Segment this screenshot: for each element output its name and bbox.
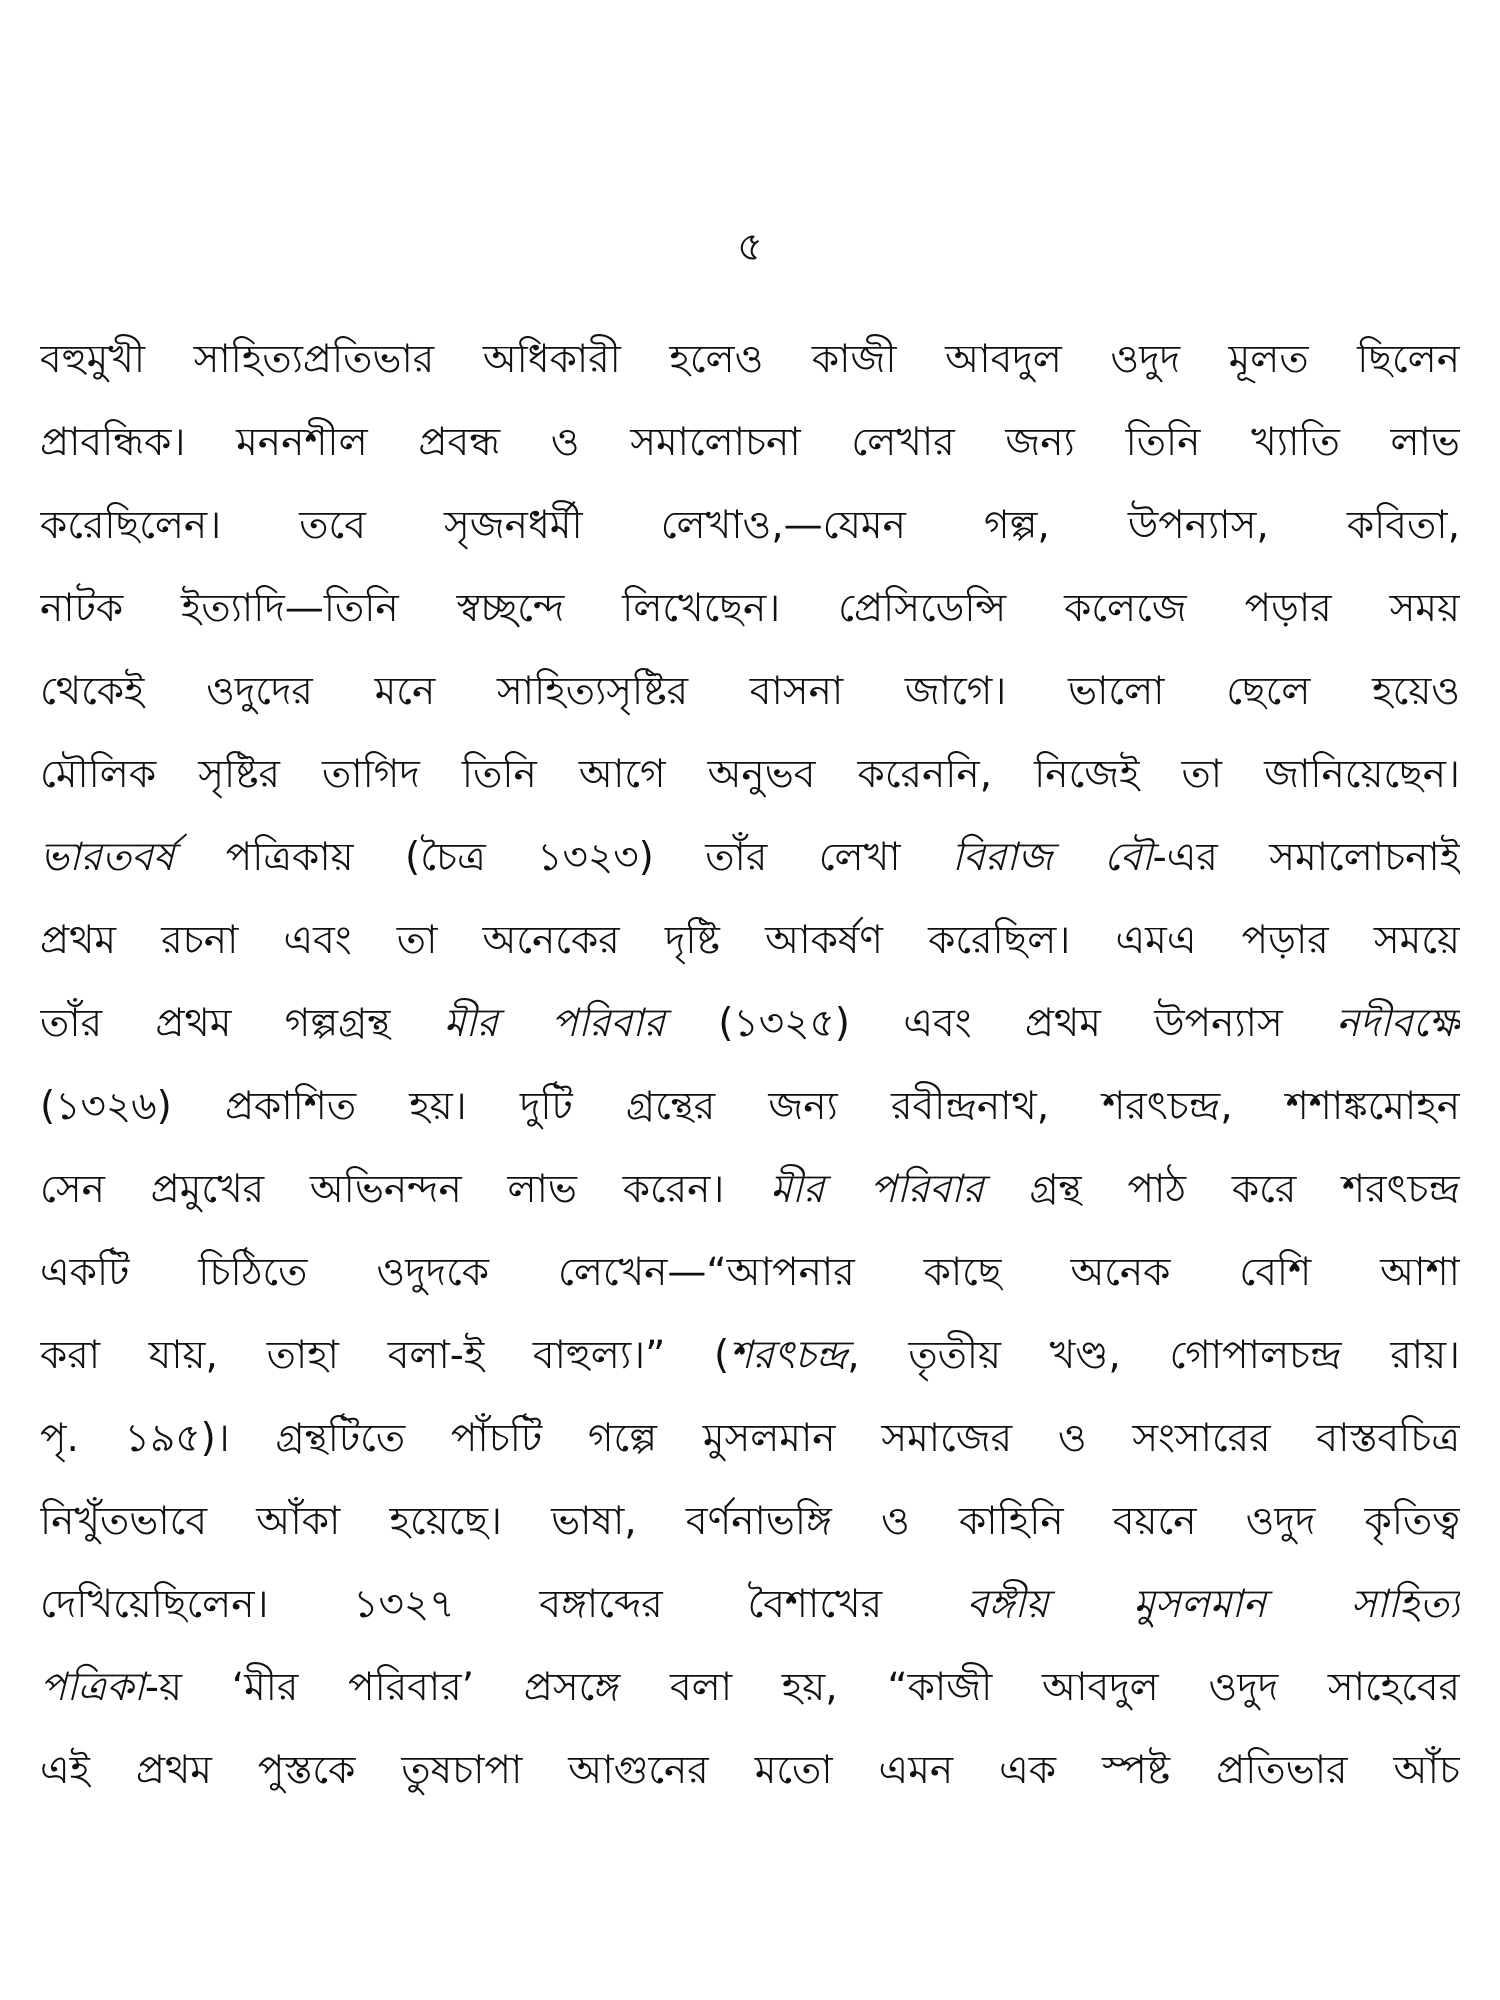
- text-run: সেন প্রমুখের অভিনন্দন লাভ করেন।: [40, 1167, 771, 1212]
- text-run: তাঁর প্রথম গল্পগ্রন্থ: [40, 1001, 444, 1046]
- text-run: প্রাবন্ধিক। মননশীল প্রবন্ধ ও সমালোচনা লেখার জন্য তিনি খ্যাতি লাভ: [40, 420, 1460, 465]
- text-line: [40, 1231, 1460, 1314]
- text-line: [40, 1065, 1460, 1148]
- text-line: [40, 318, 1460, 401]
- text-run: -য় ‘মীর পরিবার’ প্রসঙ্গে বলা হয়, “কাজী আবদুল ওদুদ সাহেবের: [144, 1665, 1460, 1710]
- text-line: [40, 1314, 1460, 1397]
- italic-title: মীর পরিবার: [770, 1167, 984, 1212]
- text-run: নাটক ইত্যাদি—তিনি স্বচ্ছন্দে লিখেছেন। প্রেসিডেন্সি কলেজে পড়ার সময়: [40, 586, 1460, 631]
- text-run: এই প্রথম পুস্তকে তুষচাপা আগুনের মতো এমন এক স্পষ্ট প্রতিভার আঁচ: [40, 1748, 1460, 1793]
- text-run: -এর সমালোচনাই: [1152, 835, 1460, 880]
- text-line: [40, 650, 1460, 733]
- text-line: [40, 484, 1460, 567]
- text-run: করা যায়, তাহা বলা-ই বাহুল্য।” (: [40, 1333, 730, 1378]
- text-line: [40, 899, 1460, 982]
- text-line: [40, 982, 1460, 1065]
- text-line: [40, 401, 1460, 484]
- text-run: গ্রন্থ পাঠ করে শরৎচন্দ্র: [983, 1167, 1460, 1212]
- italic-title: শরৎচন্দ্র: [729, 1333, 848, 1378]
- italic-title: পত্রিকা: [40, 1665, 145, 1710]
- text-run: মৌলিক সৃষ্টির তাগিদ তিনি আগে অনুভব করেননি, নিজেই তা জানিয়েছেন।: [40, 752, 1460, 797]
- text-line: [40, 816, 1460, 899]
- italic-title: বিরাজ বৌ: [951, 835, 1153, 880]
- text-run: দেখিয়েছিলেন। ১৩২৭ বঙ্গাব্দের বৈশাখের: [40, 1582, 967, 1627]
- text-run: , তৃতীয় খণ্ড, গোপালচন্দ্র রায়।: [847, 1333, 1460, 1378]
- text-line: [40, 1729, 1460, 1812]
- text-line: [40, 1148, 1460, 1231]
- text-line: [40, 733, 1460, 816]
- body-paragraph: [40, 318, 1460, 1812]
- text-run: প্রথম রচনা এবং তা অনেকের দৃষ্টি আকর্ষণ করেছিল। এমএ পড়ার সময়ে: [40, 918, 1460, 963]
- text-run: (১৩২৬) প্রকাশিত হয়। দুটি গ্রন্থের জন্য রবীন্দ্রনাথ, শরৎচন্দ্র, শশাঙ্কমোহন: [40, 1084, 1460, 1129]
- text-run: বহুমুখী সাহিত্যপ্রতিভার অধিকারী হলেও কাজী আবদুল ওদুদ মূলত ছিলেন: [40, 337, 1460, 382]
- text-line: [40, 1397, 1460, 1480]
- text-line: [40, 1563, 1460, 1646]
- text-run: একটি চিঠিতে ওদুদকে লেখেন—“আপনার কাছে অনেক বেশি আশা: [40, 1250, 1460, 1295]
- text-run: (১৩২৫) এবং প্রথম উপন্যাস: [664, 1001, 1337, 1046]
- text-line: [40, 1646, 1460, 1729]
- italic-title: মীর পরিবার: [443, 1001, 665, 1046]
- italic-title: বঙ্গীয় মুসলমান সাহিত্য: [966, 1582, 1460, 1627]
- text-line: [40, 1480, 1460, 1563]
- text-run: পৃ. ১৯৫)। গ্রন্থটিতে পাঁচটি গল্পে মুসলমান সমাজের ও সংসারের বাস্তবচিত্র: [40, 1416, 1460, 1461]
- text-line: [40, 567, 1460, 650]
- text-run: নিখুঁতভাবে আঁকা হয়েছে। ভাষা, বর্ণনাভঙ্গি ও কাহিনি বয়নে ওদুদ কৃতিত্ব: [40, 1499, 1460, 1544]
- page-number: ৫: [737, 224, 763, 270]
- italic-title: ভারতবর্ষ: [40, 835, 175, 880]
- text-run: পত্রিকায় (চৈত্র ১৩২৩) তাঁর লেখা: [174, 835, 952, 880]
- text-run: করেছিলেন। তবে সৃজনধর্মী লেখাও,—যেমন গল্প, উপন্যাস, কবিতা,: [40, 503, 1460, 548]
- text-run: থেকেই ওদুদের মনে সাহিত্যসৃষ্টির বাসনা জাগে। ভালো ছেলে হয়েও: [40, 669, 1460, 714]
- italic-title: নদীবক্ষে: [1336, 1001, 1460, 1046]
